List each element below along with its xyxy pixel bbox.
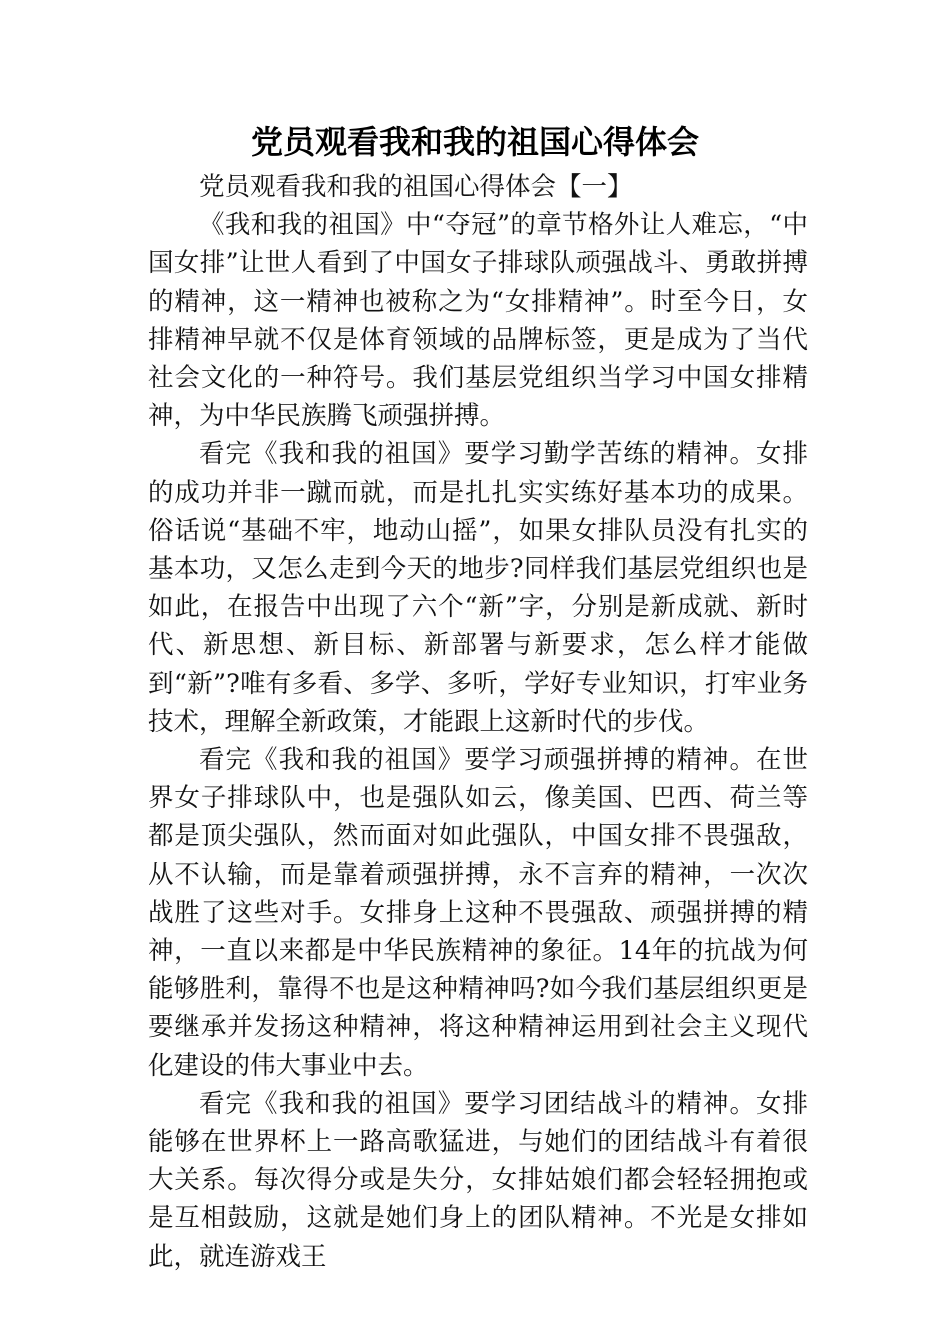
document-body [148,168,808,1276]
paragraph: 看完《我和我的祖国》要学习团结战斗的精神。女排能够在世界杯上一路高歌猛进，与她们的团结战斗有着很大关系。每次得分或是失分，女排姑娘们都会轻轻拥抱或是互相鼓励，这就是她们身上的团队精神。不光是女排如此，就连游戏王 [148,1088,808,1272]
paragraph: 看完《我和我的祖国》要学习顽强拼搏的精神。在世界女子排球队中，也是强队如云，像美国、巴西、荷兰等都是顶尖强队，然而面对如此强队，中国女排不畏强敌，从不认输，而是靠着顽强拼搏，永不言弃的精神，一次次战胜了这些对手。女排身上这种不畏强敌、顽强拼搏的精神，一直以来都是中华民族精神的象征。14年的抗战为何能够胜利，靠得不也是这种精神吗?如今我们基层组织更是要继承并发扬这种精神，将这种精神运用到社会主义现代化建设的伟大事业中去。 [148,745,808,1081]
paragraph: 《我和我的祖国》中“夺冠”的章节格外让人难忘，“中国女排”让世人看到了中国女子排球队顽强战斗、勇敢拼搏的精神，这一精神也被称之为“女排精神”。时至今日，女排精神早就不仅是体育领域的品牌标签，更是成为了当代社会文化的一种符号。我们基层党组织当学习中国女排精神，为中华民族腾飞顽强拼搏。 [148,210,808,432]
page-title: 党员观看我和我的祖国心得体会 [250,123,699,161]
paragraph: 看完《我和我的祖国》要学习勤学苦练的精神。女排的成功并非一蹴而就，而是扎扎实实练好基本功的成果。俗话说“基础不牢，地动山摇”，如果女排队员没有扎实的基本功，又怎么走到今天的地步?同样我们基层党组织也是如此，在报告中出现了六个“新”字，分别是新成就、新时代、新思想、新目标、新部署与新要求，怎么样才能做到“新”?唯有多看、多学、多听，学好专业知识，打牢业务技术，理解全新政策，才能跟上这新时代的步伐。 [148,439,808,737]
section-heading: 党员观看我和我的祖国心得体会【一】 [199,172,633,202]
